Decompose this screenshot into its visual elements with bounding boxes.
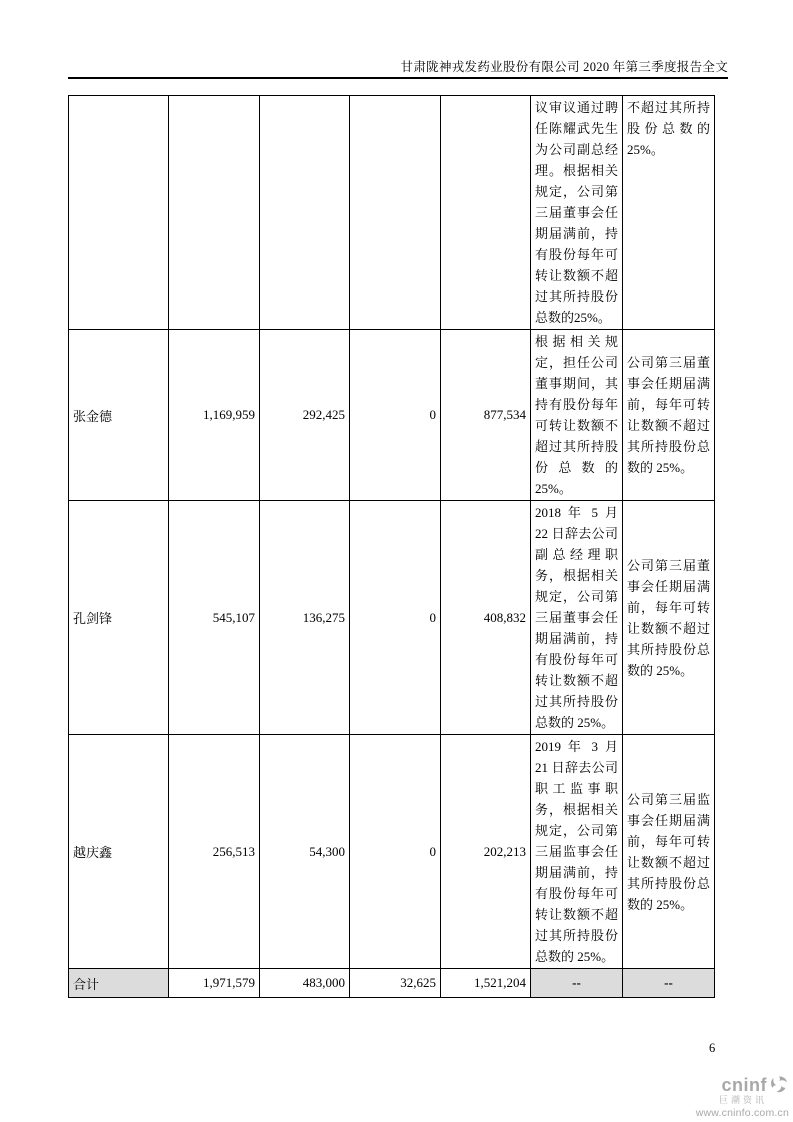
total-dash-cell: -- bbox=[531, 969, 623, 998]
value-cell: 877,534 bbox=[441, 330, 531, 501]
value-cell: 54,300 bbox=[260, 735, 350, 969]
value-cell bbox=[169, 96, 260, 330]
restriction-note-cell: 议审议通过聘任陈耀武先生为公司副总经理。根据相关规定，公司第三届董事会任期届满前，持有股份每年可转让数额不超过其所持股份总数的25%。 bbox=[531, 96, 623, 330]
value-cell: 408,832 bbox=[441, 501, 531, 735]
table-row bbox=[69, 501, 715, 735]
table-row bbox=[69, 330, 715, 501]
total-label-cell: 合计 bbox=[69, 969, 169, 998]
total-dash-cell: -- bbox=[623, 969, 715, 998]
value-cell: 136,275 bbox=[260, 501, 350, 735]
header-divider bbox=[68, 77, 728, 79]
restriction-note-cell: 2018 年 5 月 22 日辞去公司副总经理职务，根据相关规定，公司第三届董事会任期届满前，持有股份每年可转让数额不超过其所持股份总数的 25%。 bbox=[531, 501, 623, 735]
page-number: 6 bbox=[709, 1041, 716, 1055]
shareholding-table bbox=[68, 95, 715, 998]
term-note-cell: 不超过其所持股份总数的 25%。 bbox=[623, 96, 715, 330]
table-row-continuation bbox=[69, 96, 715, 330]
term-note-cell: 公司第三届董事会任期届满前，每年可转让数额不超过其所持股份总数的 25%。 bbox=[623, 501, 715, 735]
total-value-cell: 1,521,204 bbox=[441, 969, 531, 998]
cninfo-logo-brand: cninf bbox=[721, 1075, 767, 1095]
value-cell: 1,169,959 bbox=[169, 330, 260, 501]
cninfo-logo-url: www.cninfo.com.cn bbox=[695, 1107, 789, 1119]
term-note-cell: 公司第三届监事会任期届满前，每年可转让数额不超过其所持股份总数的 25%。 bbox=[623, 735, 715, 969]
name-cell bbox=[69, 96, 169, 330]
name-cell: 越庆鑫 bbox=[69, 735, 169, 969]
value-cell: 0 bbox=[350, 735, 441, 969]
cninfo-logo bbox=[696, 1074, 789, 1119]
term-note-cell: 公司第三届董事会任期届满前，每年可转让数额不超过其所持股份总数的 25%。 bbox=[623, 330, 715, 501]
table-total-row bbox=[69, 969, 715, 998]
cninfo-logo-caption: 巨潮资讯 bbox=[718, 1095, 767, 1105]
restriction-note-cell: 2019 年 3 月 21 日辞去公司职工监事职务，根据相关规定，公司第三届监事会任期届满前，持有股份每年可转让数额不超过其所持股份总数的 25%。 bbox=[531, 735, 623, 969]
value-cell bbox=[260, 96, 350, 330]
page-header-title: 甘肃陇神戎发药业股份有限公司 2020 年第三季度报告全文 bbox=[400, 60, 728, 74]
table-row bbox=[69, 735, 715, 969]
value-cell: 0 bbox=[350, 330, 441, 501]
value-cell bbox=[441, 96, 531, 330]
cninfo-swirl-icon bbox=[769, 1074, 789, 1094]
total-value-cell: 32,625 bbox=[350, 969, 441, 998]
value-cell: 545,107 bbox=[169, 501, 260, 735]
value-cell: 202,213 bbox=[441, 735, 531, 969]
value-cell: 256,513 bbox=[169, 735, 260, 969]
restriction-note-cell: 根据相关规定，担任公司董事期间，其持有股份每年可转让数额不超过其所持股份总数的 25%。 bbox=[531, 330, 623, 501]
value-cell: 0 bbox=[350, 501, 441, 735]
total-value-cell: 483,000 bbox=[260, 969, 350, 998]
value-cell: 292,425 bbox=[260, 330, 350, 501]
name-cell: 孔剑锋 bbox=[69, 501, 169, 735]
name-cell: 张金德 bbox=[69, 330, 169, 501]
total-value-cell: 1,971,579 bbox=[169, 969, 260, 998]
value-cell bbox=[350, 96, 441, 330]
